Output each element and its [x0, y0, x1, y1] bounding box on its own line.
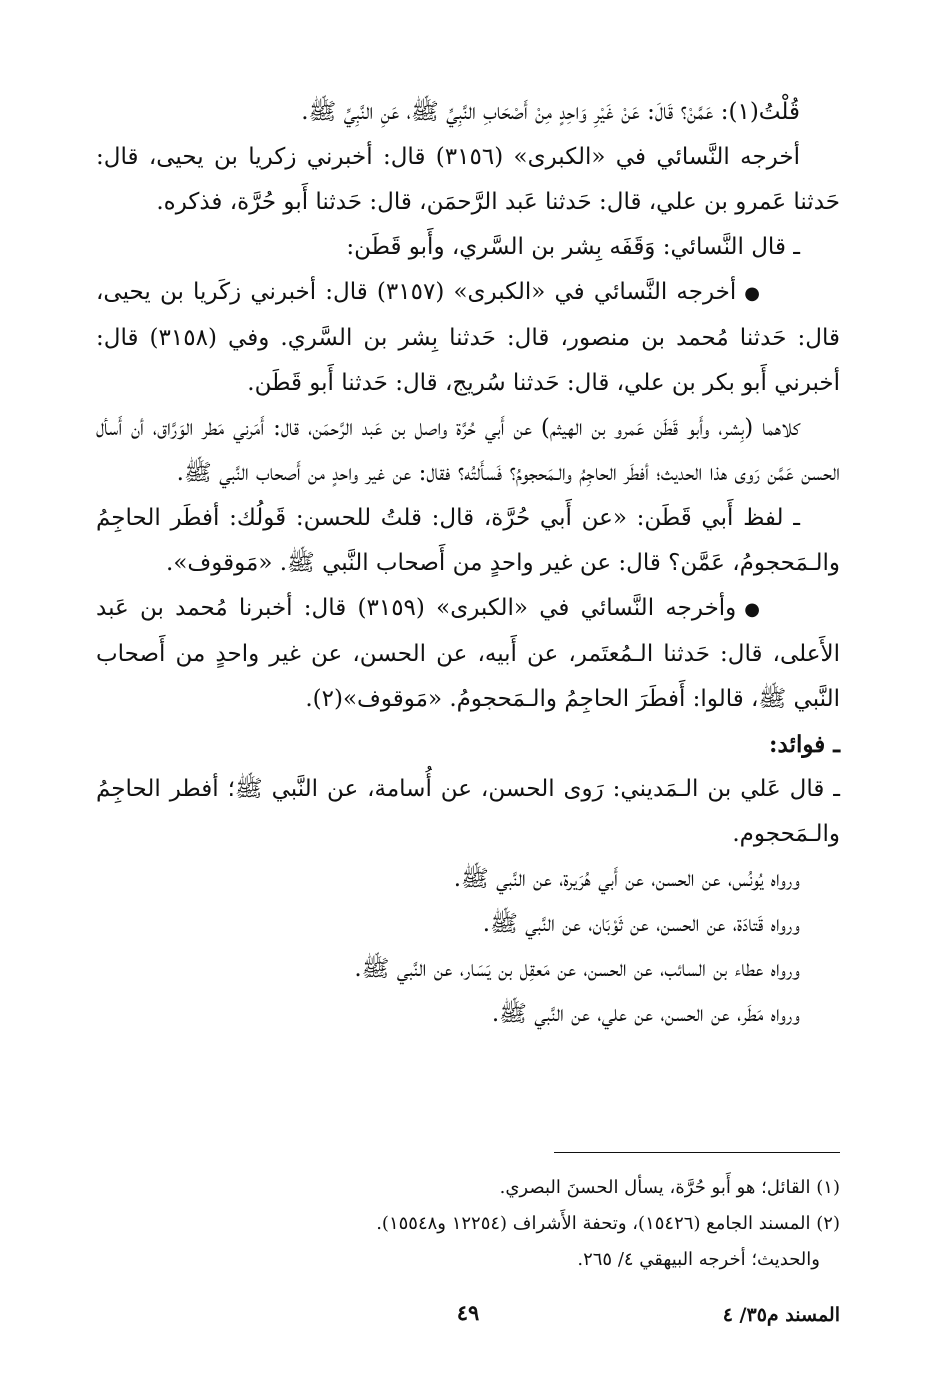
footnote-divider	[554, 1152, 840, 1153]
text-paragraph: كلاهما (بِشر، وأَبو قَطَن عَمرو بن الهيثم) عن أَبي حُرَّة واصل بن عَبد الرَّحمَن، قال: أَمَرني مَطر الوَرَّاق، أن أَسأل الحسن عَمَّن رَوى هذا الحديث؛ أفطَر الحاجِمُ والـمَحجومُ؟ فَسأَلتُه؟ فقال: عن غير واحدٍ من أَصحاب النَّبي ﷺ.	[96, 415, 840, 486]
bullet-icon: ●	[744, 283, 760, 304]
narration-line: ورواه عطاء بن السائب، عن الحسن، عن مَعقِل بن يَسَار، عن النَّبي ﷺ.	[354, 956, 800, 982]
narration-line: ورواه قَتادَة، عن الحسن، عن ثَوْبَان، عن النَّبي ﷺ.	[482, 911, 800, 937]
text-paragraph: ـ لفظ أَبي قَطَن: «عن أَبي حُرَّة، قال: قلتُ للحسن: قَولُك: أفطَر الحاجِمُ والـمَحجومُ، عَمَّن؟ قال: عن غير واحدٍ من أَصحاب النَّبي ﷺ. «مَوقوف».	[96, 505, 840, 576]
bullet-text: وأخرجه النَّسائي في «الكبرى» (٣١٥٩) قال: أخبرنا مُحمد بن عَبد الأَعلى، قال: حَدثنا الـمُعتَمر، عن أَبيه، عن الحسن، عن غير واحدٍ من أَصحاب النَّبي ﷺ، قالوا: أَفطَرَ الحاجِمُ والـمَحجومُ. «مَوقوف»(٢).	[96, 595, 840, 712]
footnote-continuation: والحديث؛ أخرجه البيهقي ٤/ ٢٦٥.	[577, 1249, 820, 1270]
page-content	[96, 90, 840, 1350]
text-paragraph: أخرجه النَّسائي في «الكبرى» (٣١٥٦) قال: أخبرني زكريا بن يحيى، قال: حَدثنا عَمرو بن علي، قال: حَدثنا عَبد الرَّحمَن، قال: حَدثنا أَبو حُرَّة، فذكره.	[96, 144, 840, 215]
bullet-icon: ●	[744, 599, 760, 620]
text-paragraph: ـ قال عَلي بن الـمَديني: رَوى الحسن، عن أُسامة، عن النَّبي ﷺ؛ أفطر الحاجِمُ والـمَحجوم.	[96, 776, 841, 847]
text-paragraph: قُلْتُ(١): عَمَّنْ؟ قَالَ: عَنْ غَيْرِ وَاحِدٍ مِنْ أَصْحَابِ النَّبِيِّ ﷺ، عَنِ النَّبِيِّ ﷺ.	[301, 99, 800, 125]
narration-line: ورواه يُونُس، عن الحسن، عن أَبي هُرَيرة، عن النَّبي ﷺ.	[453, 866, 800, 892]
bullet-text: أخرجه النَّسائي في «الكبرى» (٣١٥٧) قال: أخبرني زكَريا بن يحيى، قال: حَدثنا مُحمد بن منصور، قال: حَدثنا بِشر بن السَّري. وفي (٣١٥٨) قال: أخبرني أَبو بكر بن علي، قال: حَدثنا سُريج، قال: حَدثنا أَبو قَطَن.	[96, 279, 841, 396]
bullet-paragraph	[96, 270, 840, 406]
page-footer	[96, 1300, 840, 1340]
page-number: ٤٩	[456, 1300, 480, 1325]
section-heading: ـ فوائد:	[769, 731, 840, 758]
narration-line: ورواه مَطَر، عن الحسن، عن علي، عن النَّبي ﷺ.	[491, 1001, 800, 1027]
printer-signature: المسند م٣٥/ ٤	[722, 1304, 840, 1326]
footnotes	[96, 1170, 840, 1278]
bullet-paragraph	[96, 586, 840, 722]
text-paragraph: ـ قال النَّسائي: وَقَفَه بِشر بن السَّري، وأَبو قَطَن:	[346, 234, 800, 260]
footnote: (٢) المسند الجامع (١٥٤٢٦)، وتحفة الأَشراف (١٢٢٥٤ و١٥٥٤٨).	[376, 1213, 840, 1234]
footnote: (١) القائل؛ هو أَبو حُرَّة، يسأل الحسنَ البصري.	[499, 1177, 840, 1198]
